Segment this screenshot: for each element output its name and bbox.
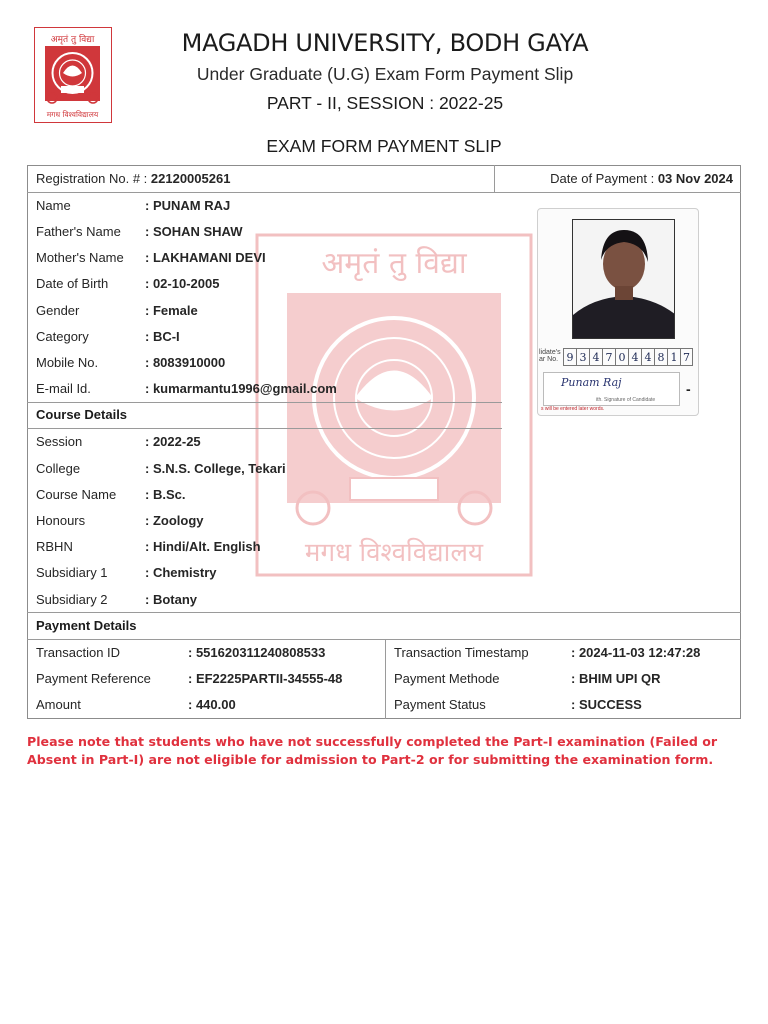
subsidiary-1-value: : Chemistry [145,565,217,580]
payment-details-heading: Payment Details [36,618,137,633]
signature-caption: ith. Signature of Candidate [596,397,656,403]
transaction-id-label: Transaction ID [36,645,121,660]
slip-title: EXAM FORM PAYMENT SLIP [266,136,502,156]
gender-value: : Female [145,303,198,318]
roll-digit: 0 [615,348,628,366]
amount-label: Amount [36,697,81,712]
candidate-photo [572,219,675,339]
college-value: : S.N.S. College, Tekari [145,461,286,476]
subsidiary-1-label: Subsidiary 1 [36,565,108,580]
university-title: MAGADH UNIVERSITY, BODH GAYA [181,29,589,57]
session-value: : 2022-25 [145,434,201,449]
session-line: PART - II, SESSION : 2022-25 [266,93,504,113]
mother-name-value: : LAKHAMANI DEVI [145,250,266,265]
honours-label: Honours [36,513,86,528]
date-label: Date of Payment : [550,171,655,186]
mobile-label: Mobile No. [36,355,99,370]
roll-digit: 4 [589,348,602,366]
roll-digit: 7 [602,348,615,366]
dob-label: Date of Birth [36,276,109,291]
registration-value: 22120005261 [150,171,231,186]
watermark-motto: अमृतं तु विद्या [321,246,467,281]
signature-note: s will be entered later words. [541,406,605,412]
signature-dash: - [686,381,691,397]
roll-digit: 8 [654,348,667,366]
logo-motto: अमृतं तु विद्या [50,35,95,45]
slip-subtitle: Under Graduate (U.G) Exam Form Payment Slip [196,64,574,84]
payment-reference-label: Payment Reference [36,671,151,686]
roll-digit: 9 [563,348,576,366]
roll-digit: 7 [680,348,693,366]
course-name-value: : B.Sc. [145,487,186,502]
transaction-id-value: : 551620311240808533 [188,645,326,660]
payment-reference-value: : EF2225PARTII-34555-48 [188,671,343,686]
date-value: 03 Nov 2024 [657,171,733,186]
category-value: : BC-I [145,329,180,344]
transaction-timestamp-label: Transaction Timestamp [394,645,529,660]
college-label: College [36,461,81,476]
subsidiary-2-label: Subsidiary 2 [36,592,108,607]
course-name-label: Course Name [36,487,117,502]
honours-value: : Zoology [145,513,204,528]
father-name-value: : SOHAN SHAW [145,224,243,239]
transaction-timestamp-value: : 2024-11-03 12:47:28 [571,645,701,660]
mobile-value: : 8083910000 [145,355,226,370]
candidate-signature: Punam Raj [561,376,622,389]
payment-status-value: : SUCCESS [571,697,642,712]
email-value: : kumarmantu1996@gmail.com [145,381,337,396]
name-label: Name [36,198,71,213]
category-label: Category [36,329,89,344]
registration-number [36,171,230,187]
rbhn-label: RBHN [36,539,73,554]
date-of-payment [550,171,733,187]
email-label: E-mail Id. [36,381,91,396]
roll-number-label: lidate's ar No. [539,349,561,363]
eligibility-notice: Please note that students who have not successfully completed the Part-I examination (Failed or Absent in Part-I) are not eligible for admission to Part-2 or for submitting the examination form. [27,734,718,767]
payment-method-value: : BHIM UPI QR [571,671,661,686]
subsidiary-2-value: : Botany [145,592,197,607]
gender-label: Gender [36,303,80,318]
roll-digit: 4 [641,348,654,366]
roll-digit: 3 [576,348,589,366]
watermark-name: मगध विश्वविद्यालय [304,538,484,568]
registration-label: Registration No. # : [36,171,148,186]
roll-digit: 4 [628,348,641,366]
payment-status-label: Payment Status [394,697,486,712]
name-value: : PUNAM RAJ [145,198,231,213]
dob-value: : 02-10-2005 [145,276,220,291]
rbhn-value: : Hindi/Alt. English [145,539,261,554]
father-name-label: Father's Name [36,224,121,239]
amount-value: : 440.00 [188,697,236,712]
university-logo [34,27,112,123]
payment-method-label: Payment Methode [394,671,500,686]
mother-name-label: Mother's Name [36,250,124,265]
roll-digit: 1 [667,348,680,366]
session-label: Session [36,434,83,449]
course-details-heading: Course Details [36,407,128,422]
roll-number-boxes [563,348,693,366]
logo-name: मगध विश्वविद्यालय [46,110,99,119]
